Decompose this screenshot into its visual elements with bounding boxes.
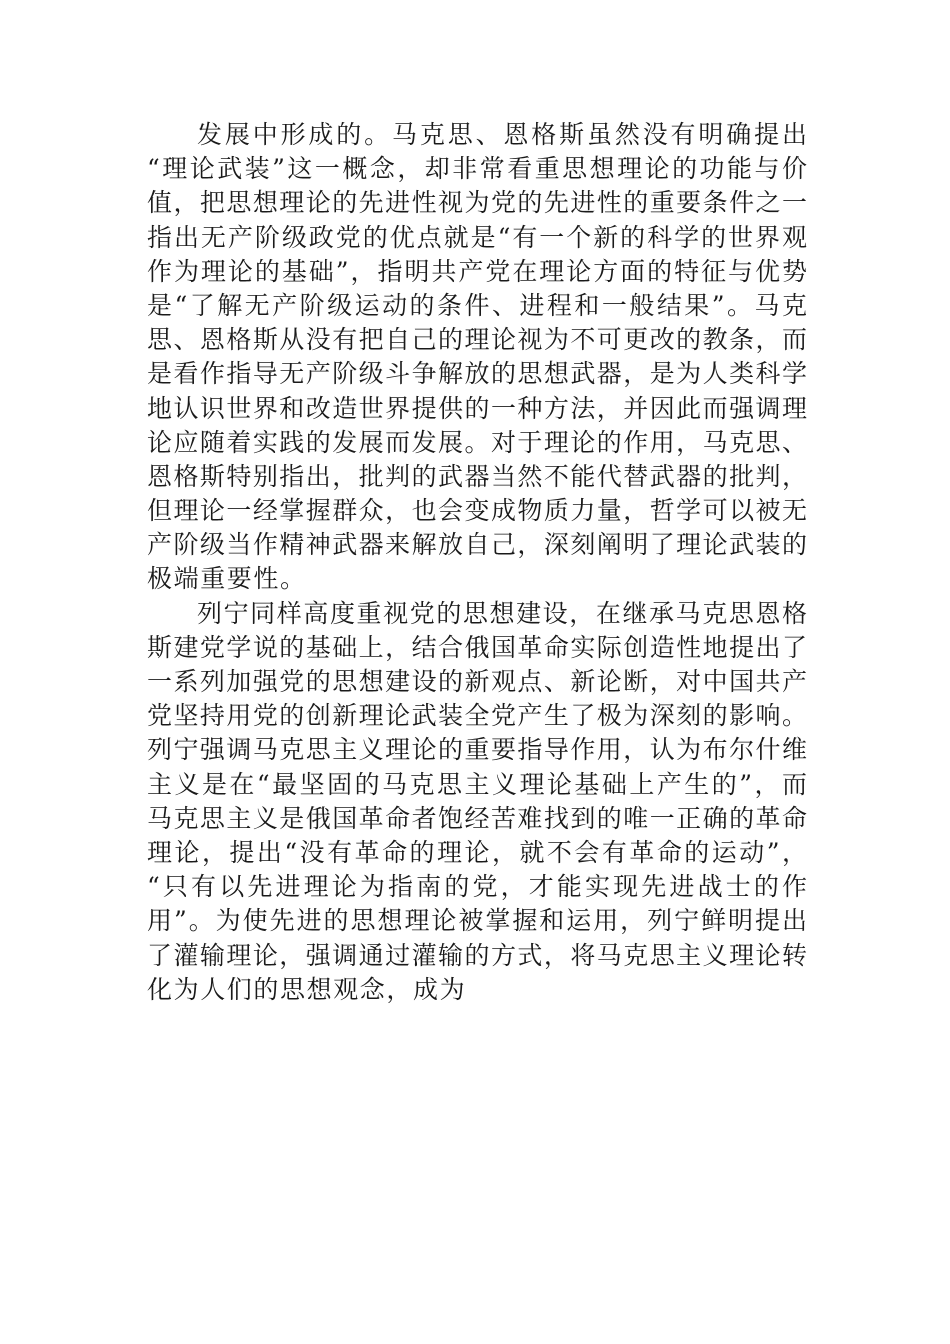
text-line: 是看作指导无产阶级斗争解放的思想武器，是为人类科学 — [147, 359, 807, 389]
text-line: 斯建党学说的基础上，结合俄国革命实际创造性地提出了 — [147, 632, 807, 662]
body-text — [147, 118, 807, 1007]
text-line: 党坚持用党的创新理论武装全党产生了极为深刻的影响。 — [147, 701, 807, 731]
text-line: 值，把思想理论的先进性视为党的先进性的重要条件之一 — [147, 188, 807, 218]
text-line: “只有以先进理论为指南的党，才能实现先进战士的作 — [147, 872, 807, 902]
text-line: 马克思主义是俄国革命者饱经苦难找到的唯一正确的革命 — [147, 803, 807, 833]
text-line: 列宁同样高度重视党的思想建设，在继承马克思恩格 — [197, 598, 807, 628]
text-line: 论应随着实践的发展而发展。对于理论的作用，马克思、 — [147, 427, 807, 457]
text-line: 发展中形成的。马克思、恩格斯虽然没有明确提出 — [197, 120, 807, 149]
text-line: 了灌输理论，强调通过灌输的方式，将马克思主义理论转 — [147, 940, 807, 970]
text-line: 理论，提出“没有革命的理论，就不会有革命的运动”， — [147, 837, 807, 867]
text-line: 用”。为使先进的思想理论被掌握和运用，列宁鲜明提出 — [147, 906, 807, 936]
text-line: 思、恩格斯从没有把自己的理论视为不可更改的教条，而 — [147, 325, 807, 355]
paragraph-1 — [147, 118, 807, 597]
text-line: 但理论一经掌握群众，也会变成物质力量，哲学可以被无 — [147, 496, 807, 526]
text-line: 地认识世界和改造世界提供的一种方法，并因此而强调理 — [147, 393, 807, 423]
text-line: “理论武装”这一概念，却非常看重思想理论的功能与价 — [147, 154, 807, 184]
text-line: 列宁强调马克思主义理论的重要指导作用，认为布尔什维 — [147, 735, 807, 765]
text-line: 主义是在“最坚固的马克思主义理论基础上产生的”，而 — [147, 769, 807, 799]
text-line: 极端重要性。 — [147, 564, 307, 594]
text-line: 化为人们的思想观念，成为 — [147, 974, 467, 1004]
text-line: 指出无产阶级政党的优点就是“有一个新的科学的世界观 — [147, 222, 807, 252]
text-line: 作为理论的基础”，指明共产党在理论方面的特征与优势 — [147, 256, 807, 286]
text-line: 产阶级当作精神武器来解放自己，深刻阐明了理论武装的 — [147, 530, 807, 560]
text-line: 一系列加强党的思想建设的新观点、新论断，对中国共产 — [147, 667, 807, 696]
text-line: 是“了解无产阶级运动的条件、进程和一般结果”。马克 — [147, 290, 807, 320]
text-line: 恩格斯特别指出，批判的武器当然不能代替武器的批判， — [147, 461, 807, 491]
paragraph-2 — [147, 597, 807, 1007]
